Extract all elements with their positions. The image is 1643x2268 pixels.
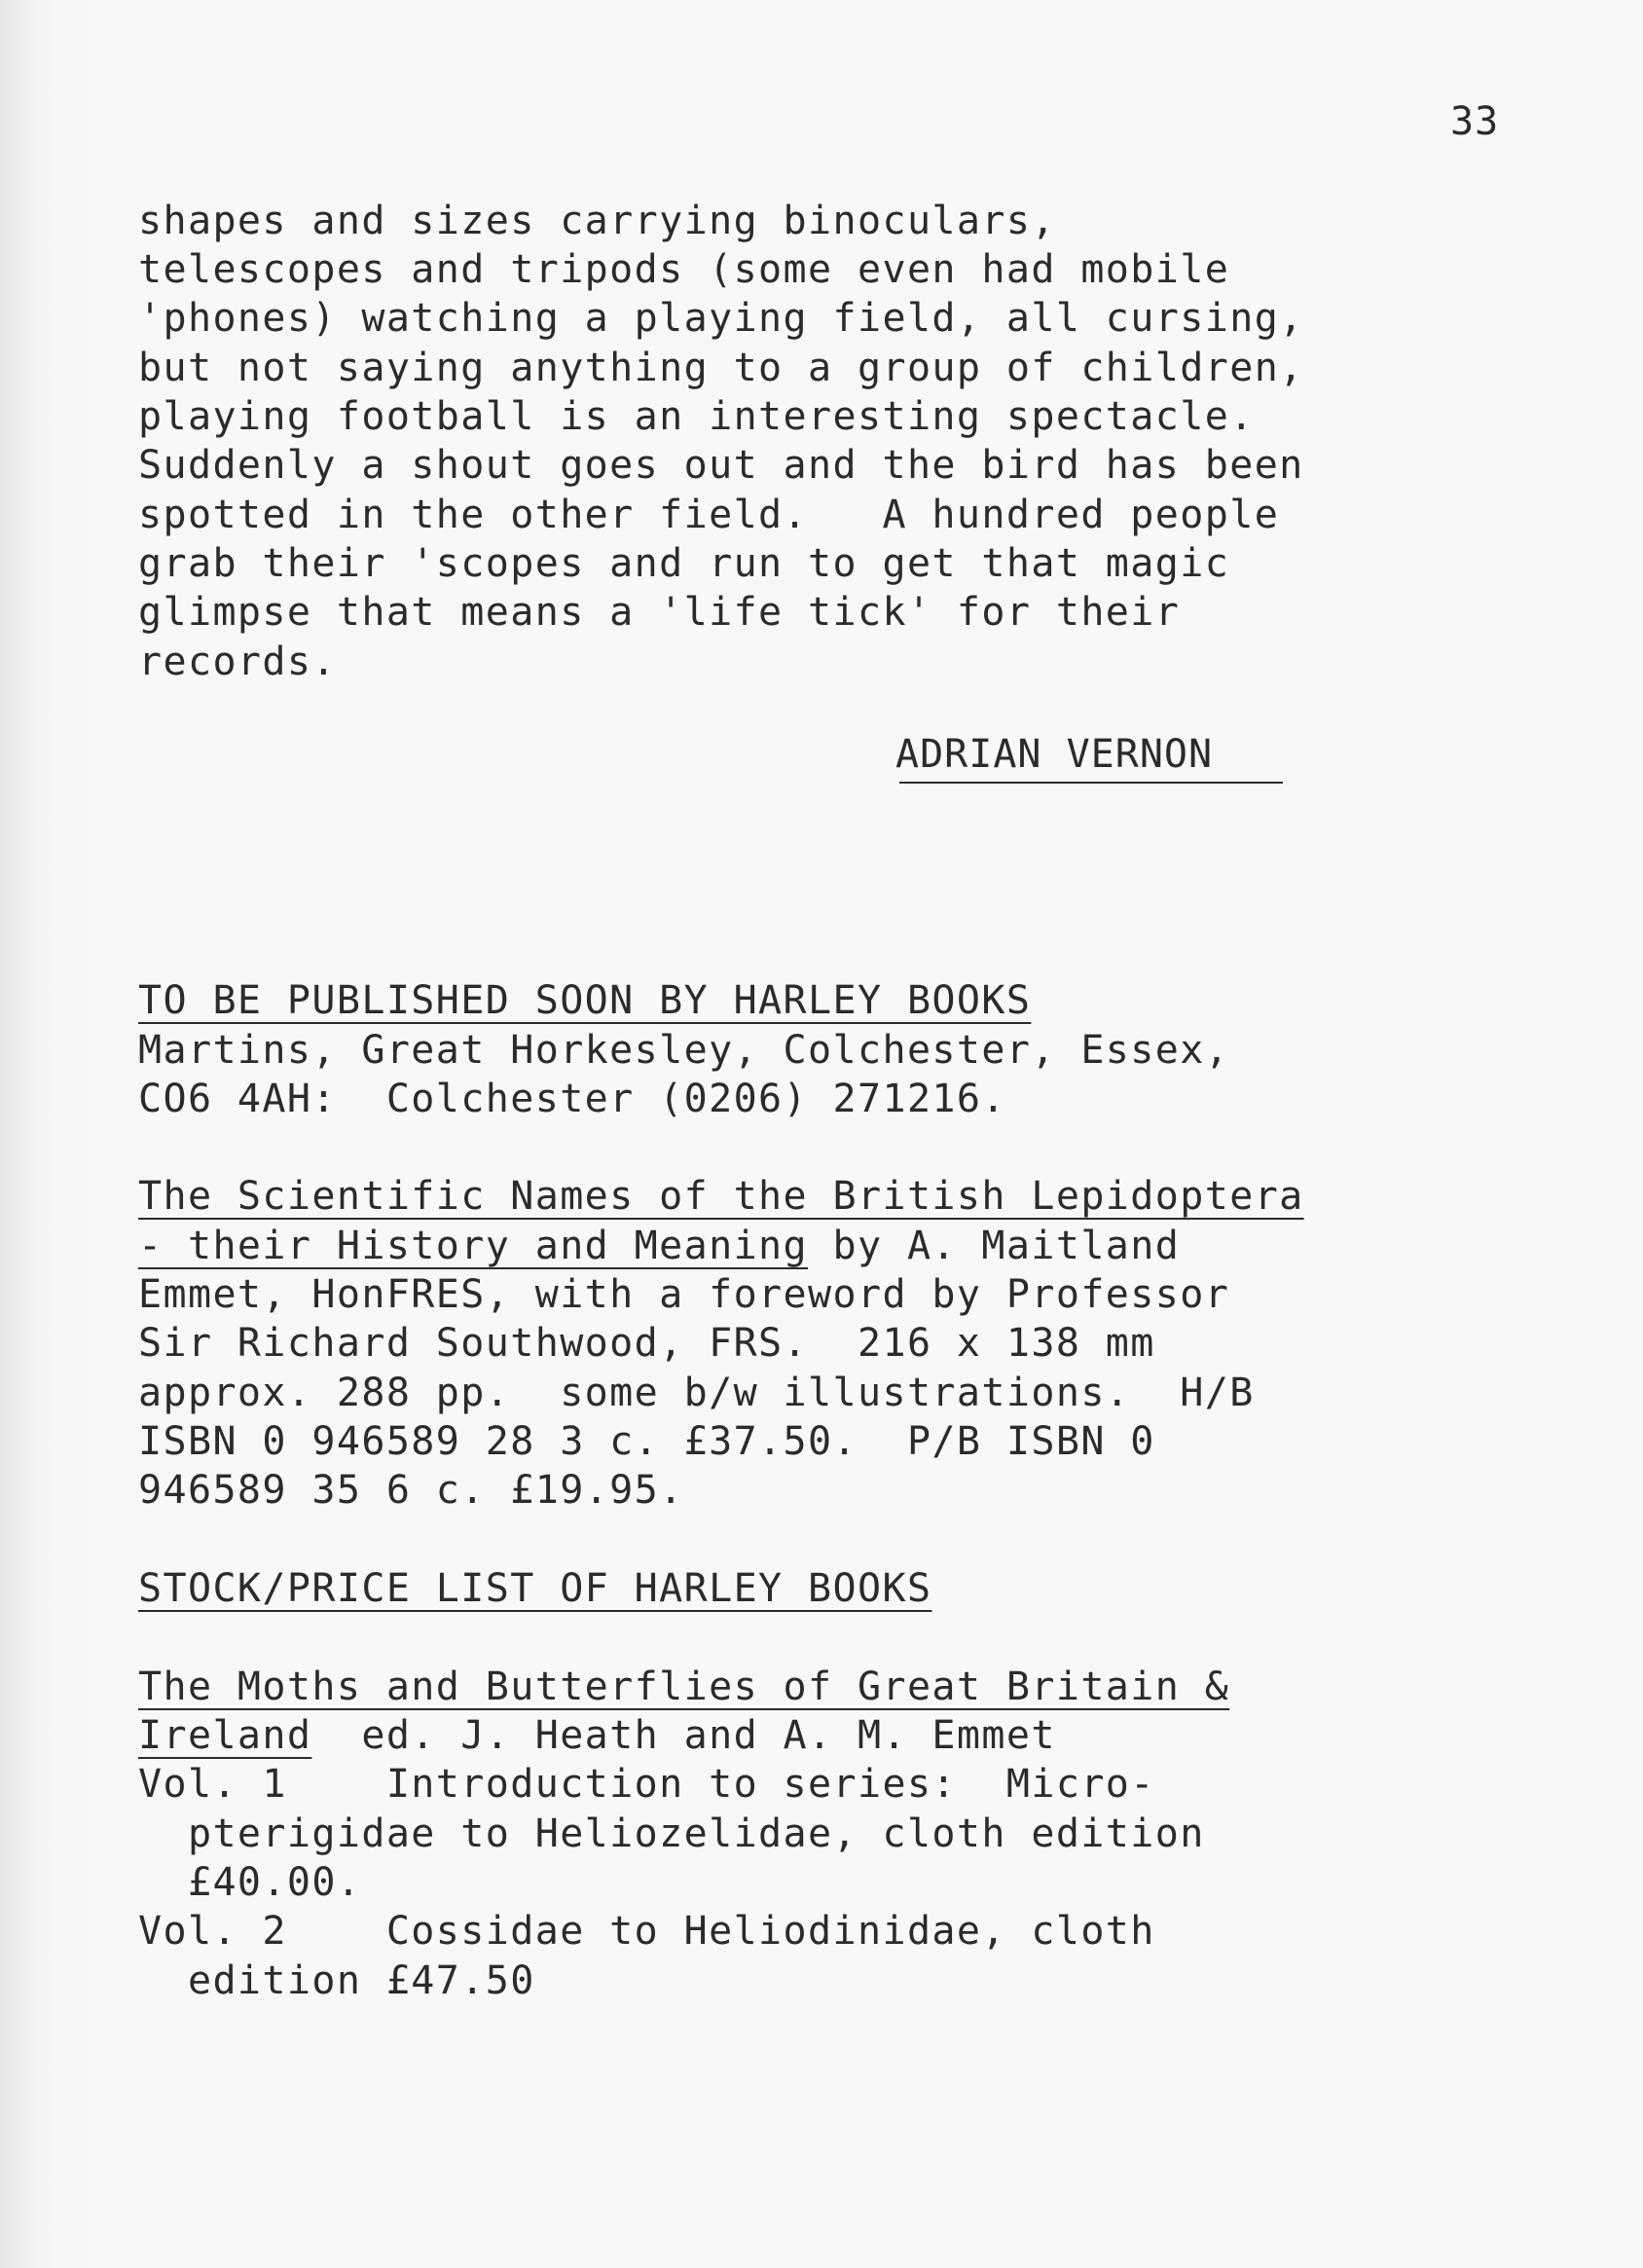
article-line: grab their 'scopes and run to get that magic: [138, 541, 1230, 586]
page-number: 33: [1450, 99, 1500, 144]
address-line: CO6 4AH: Colchester (0206) 271216.: [138, 1077, 1006, 1121]
series-title-line: [138, 1663, 1229, 1711]
book-title-line: [138, 1172, 1304, 1221]
article-line: records.: [138, 640, 337, 684]
signature-underline: [899, 782, 1283, 784]
book-title-line: [138, 1222, 1180, 1270]
book-author-text: by A. Maitland: [808, 1224, 1181, 1268]
article-line: glimpse that means a 'life tick' for their: [138, 590, 1181, 635]
section-heading-forthcoming: [138, 976, 1031, 1025]
book-title-text: The Scientific Names of the British Lepidoptera: [138, 1174, 1304, 1219]
article-line: shapes and sizes carrying binoculars,: [138, 199, 1056, 243]
article-line: playing football is an interesting spectacle.: [138, 394, 1255, 439]
article-line: 'phones) watching a playing field, all cursing,: [138, 296, 1304, 341]
article-line: telescopes and tripods (some even had mobile: [138, 247, 1230, 292]
book-title-text: - their History and Meaning: [138, 1224, 809, 1268]
series-editors-text: ed. J. Heath and A. M. Emmet: [311, 1713, 1056, 1758]
volume-line: pterigidae to Heliozelidae, cloth edition: [138, 1811, 1205, 1856]
article-line: but not saying anything to a group of children,: [138, 346, 1304, 390]
book-detail-line: Emmet, HonFRES, with a foreword by Professor: [138, 1272, 1230, 1317]
section-heading-stock: [138, 1564, 931, 1613]
volume-line: £40.00.: [138, 1860, 362, 1905]
book-detail-line: 946589 35 6 c. £19.95.: [138, 1468, 684, 1513]
article-line: Suddenly a shout goes out and the bird has been: [138, 443, 1304, 488]
volume-line: edition £47.50: [138, 1958, 535, 2003]
series-title-line: [138, 1711, 1056, 1760]
volume-line: Vol. 1 Introduction to series: Micro-: [138, 1762, 1155, 1807]
book-detail-line: approx. 288 pp. some b/w illustrations. H/B: [138, 1371, 1255, 1415]
heading-text: STOCK/PRICE LIST OF HARLEY BOOKS: [138, 1566, 932, 1611]
author-signature: ADRIAN VERNON: [895, 732, 1214, 777]
series-title-text: The Moths and Butterflies of Great Britain &: [138, 1664, 1230, 1709]
volume-line: Vol. 2 Cossidae to Heliodinidae, cloth: [138, 1909, 1155, 1954]
book-detail-line: Sir Richard Southwood, FRS. 216 x 138 mm: [138, 1321, 1155, 1366]
address-line: Martins, Great Horkesley, Colchester, Essex,: [138, 1028, 1230, 1073]
article-line: spotted in the other field. A hundred people: [138, 493, 1280, 537]
series-title-text: Ireland: [138, 1713, 312, 1758]
book-detail-line: ISBN 0 946589 28 3 c. £37.50. P/B ISBN 0: [138, 1419, 1155, 1464]
heading-text: TO BE PUBLISHED SOON BY HARLEY BOOKS: [138, 978, 1032, 1023]
